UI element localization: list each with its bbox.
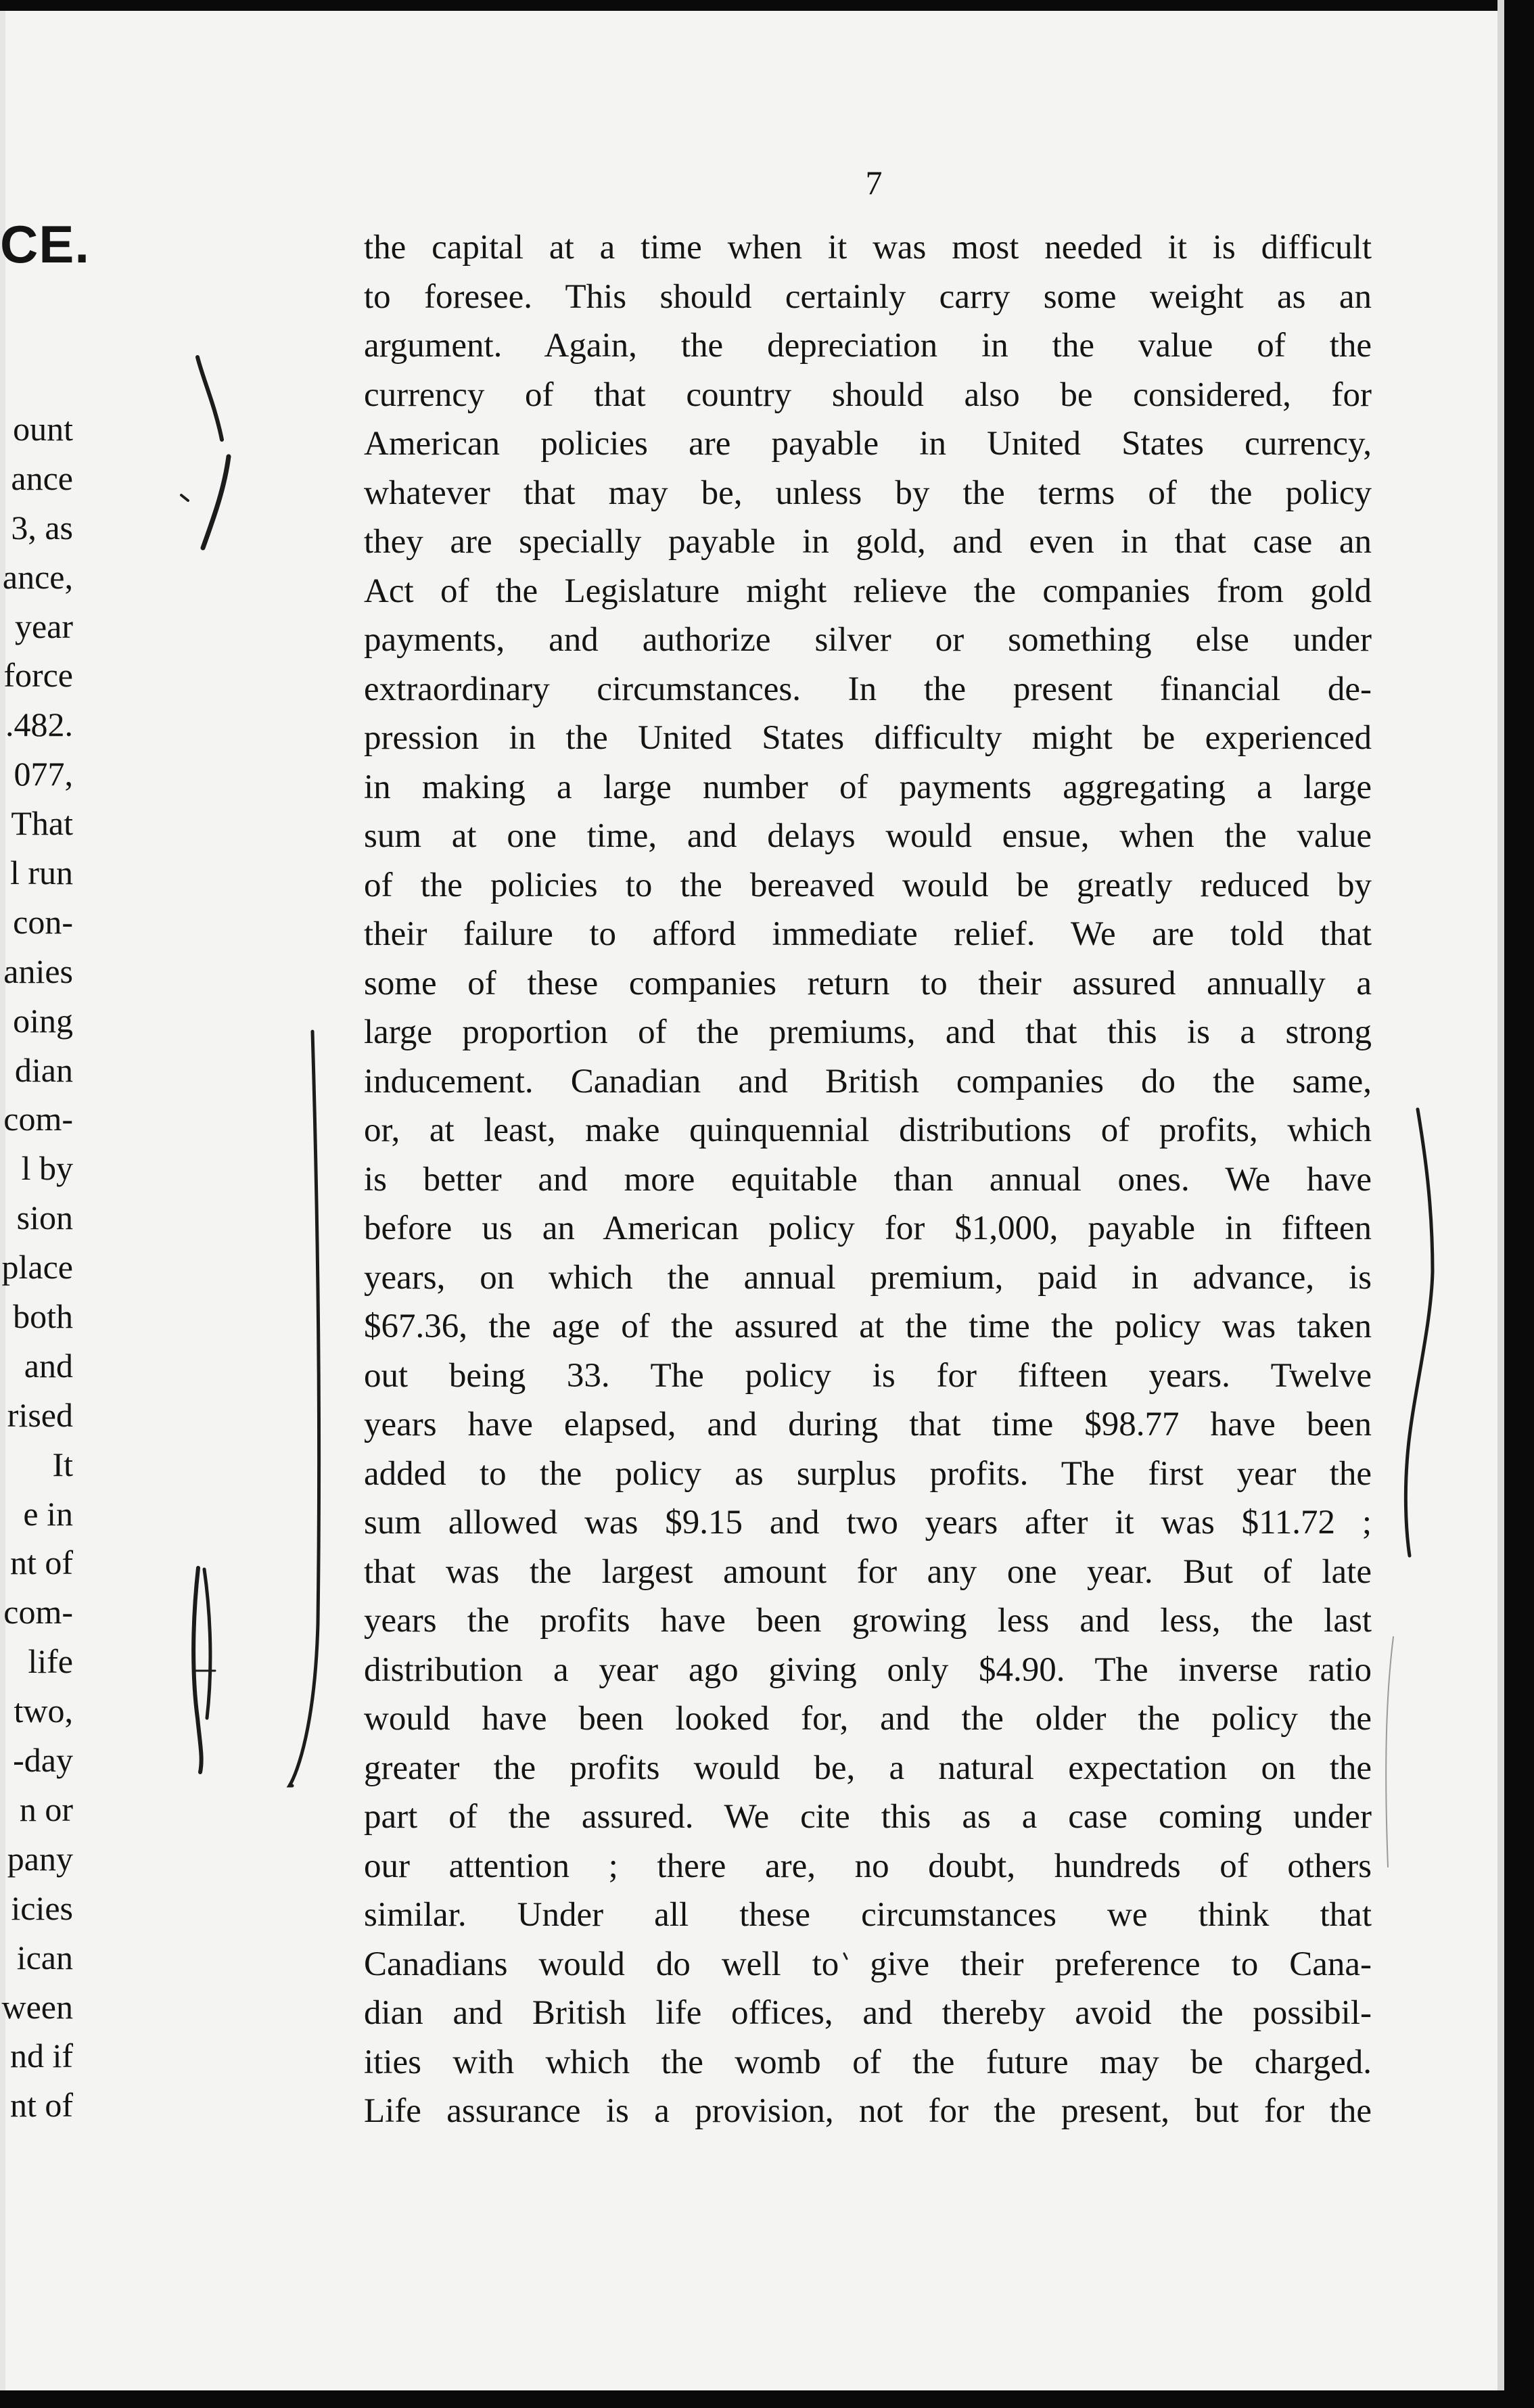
left-fragment-line: l run	[9, 854, 73, 892]
left-fragment-line: It	[52, 1445, 73, 1483]
body-line: that was the largest amount for any one year. But of late	[364, 1552, 1372, 1591]
left-fragment-line: That	[11, 804, 73, 843]
scan-bottom-border	[0, 2390, 1534, 2408]
body-line: in making a large number of payments aggregating a large	[364, 768, 1372, 806]
body-line: large proportion of the premiums, and that this is a strong	[364, 1013, 1372, 1051]
pencil-mark-right-margin-curve	[1405, 1109, 1433, 1556]
body-line: before us an American policy for $1,000, payable in fifteen	[364, 1209, 1372, 1247]
body-line: of the policies to the bereaved would be greatly reduced by	[364, 866, 1372, 904]
left-fragment-line: rised	[7, 1395, 73, 1434]
body-line: out being 33. The policy is for fifteen years. Twelve	[364, 1356, 1372, 1395]
body-line: American policies are payable in United States currency,	[364, 425, 1372, 463]
left-fragment-line: 3, as	[11, 508, 73, 547]
left-fragment-line: ance	[11, 459, 73, 497]
body-line: the capital at a time when it was most needed it is difficult	[364, 229, 1372, 267]
previous-page-heading-fragment: CE.	[0, 214, 91, 274]
left-fragment-line: place	[1, 1248, 73, 1287]
left-fragment-line: ance,	[2, 557, 73, 596]
pencil-mark-lower-left-bracket-a	[193, 1568, 202, 1772]
left-fragment-line: life	[28, 1642, 73, 1681]
body-line: argument. Again, the depreciation in the value of the	[364, 327, 1372, 365]
left-fragment-line: ween	[1, 1987, 73, 2026]
left-fragment-line: e in	[23, 1494, 73, 1533]
left-fragment-line: com-	[3, 1100, 73, 1138]
left-fragment-line: l by	[21, 1149, 73, 1188]
left-fragment-line: com-	[3, 1593, 73, 1631]
body-line: to foresee. This should certainly carry some weight as an	[364, 277, 1372, 316]
pencil-mark-upper-left-stem	[203, 457, 229, 548]
left-fragment-line: dian	[14, 1050, 73, 1089]
left-fragment-line: con-	[13, 902, 73, 941]
left-fragment-line: nt of	[9, 1544, 73, 1582]
body-line: pression in the United States difficulty might be experienced	[364, 719, 1372, 757]
left-fragment-line: two,	[14, 1692, 73, 1730]
body-line: their failure to afford immediate relief. We are told that	[364, 915, 1372, 953]
body-line: payments, and authorize silver or something else under	[364, 621, 1372, 659]
body-line: our attention ; there are, no doubt, hundreds of others	[364, 1847, 1372, 1885]
pencil-mark-upper-left-curve	[197, 357, 222, 440]
left-fragment-line: both	[13, 1297, 73, 1336]
body-line: part of the assured. We cite this as a case coming under	[364, 1798, 1372, 1836]
left-fragment-line: oing	[13, 1001, 73, 1040]
pencil-mark-upper-left-tick	[181, 495, 188, 501]
body-line: Canadians would do well to give their preference to Cana-	[364, 1945, 1372, 1983]
body-line: dian and British life offices, and thereby avoid the possibil-	[364, 1994, 1372, 2032]
body-line: sum allowed was $9.15 and two years after it was $11.72 ;	[364, 1504, 1372, 1542]
body-line: distribution a year ago giving only $4.90. The inverse ratio	[364, 1650, 1372, 1689]
body-line: Act of the Legislature might relieve the companies from gold	[364, 572, 1372, 610]
left-fragment-line: and	[24, 1346, 73, 1385]
body-line: greater the profits would be, a natural expectation on the	[364, 1749, 1372, 1787]
scan-right-gutter	[1497, 0, 1504, 2408]
body-line: added to the policy as surplus profits. The first year the	[364, 1454, 1372, 1493]
body-line: is better and more equitable than annual ones. We have	[364, 1160, 1372, 1199]
left-fragment-line: ican	[16, 1938, 73, 1976]
body-line: whatever that may be, unless by the terms of the policy	[364, 473, 1372, 512]
left-fragment-line: icies	[11, 1889, 73, 1927]
body-line: sum at one time, and delays would ensue, when the value	[364, 817, 1372, 855]
left-fragment-line: ount	[13, 410, 73, 448]
body-paragraph	[364, 223, 1372, 2136]
left-fragment-line: force	[3, 656, 73, 695]
left-fragment-line: nd if	[9, 2037, 73, 2075]
body-line: would have been looked for, and the older the policy the	[364, 1700, 1372, 1738]
left-fragment-line: .482.	[5, 705, 73, 744]
left-fragment-line: 077,	[14, 755, 73, 793]
body-line: $67.36, the age of the assured at the time the policy was taken	[364, 1307, 1372, 1345]
left-fragment-line: pany	[7, 1839, 73, 1878]
page-number: 7	[865, 164, 883, 202]
body-line: inducement. Canadian and British companies do the same,	[364, 1062, 1372, 1101]
body-line: currency of that country should also be considered, for	[364, 375, 1372, 414]
body-line: Life assurance is a provision, not for the present, but for the	[364, 2092, 1372, 2130]
left-fragment-line: sion	[16, 1199, 73, 1237]
body-line: similar. Under all these circumstances we think that	[364, 1896, 1372, 1934]
body-line: they are specially payable in gold, and even in that case an	[364, 523, 1372, 561]
scan-top-border	[0, 0, 1534, 11]
left-fragment-line: n or	[19, 1790, 73, 1828]
body-line: years the profits have been growing less and less, the last	[364, 1602, 1372, 1640]
body-line: extraordinary circumstances. In the present financial de-	[364, 670, 1372, 708]
body-line: ities with which the womb of the future may be charged.	[364, 2043, 1372, 2081]
body-line: years have elapsed, and during that time $98.77 have been	[364, 1406, 1372, 1443]
left-fragment-line: year	[14, 607, 73, 645]
body-line: years, on which the annual premium, paid in advance, is	[364, 1258, 1372, 1297]
pencil-mark-lower-left-bracket-b	[204, 1569, 210, 1718]
left-fragment-line: anies	[3, 952, 73, 990]
body-line: some of these companies return to their assured annually a	[364, 964, 1372, 1002]
scan-right-border	[1504, 0, 1534, 2408]
previous-page-text-fragments	[0, 404, 73, 2130]
body-line: or, at least, make quinquennial distributions of profits, which	[364, 1111, 1372, 1149]
pencil-mark-long-vertical-line	[289, 1032, 319, 1786]
pencil-mark-right-margin-faint	[1386, 1637, 1393, 1867]
left-fragment-line: nt of	[9, 2086, 73, 2125]
left-fragment-line: -day	[13, 1741, 73, 1780]
